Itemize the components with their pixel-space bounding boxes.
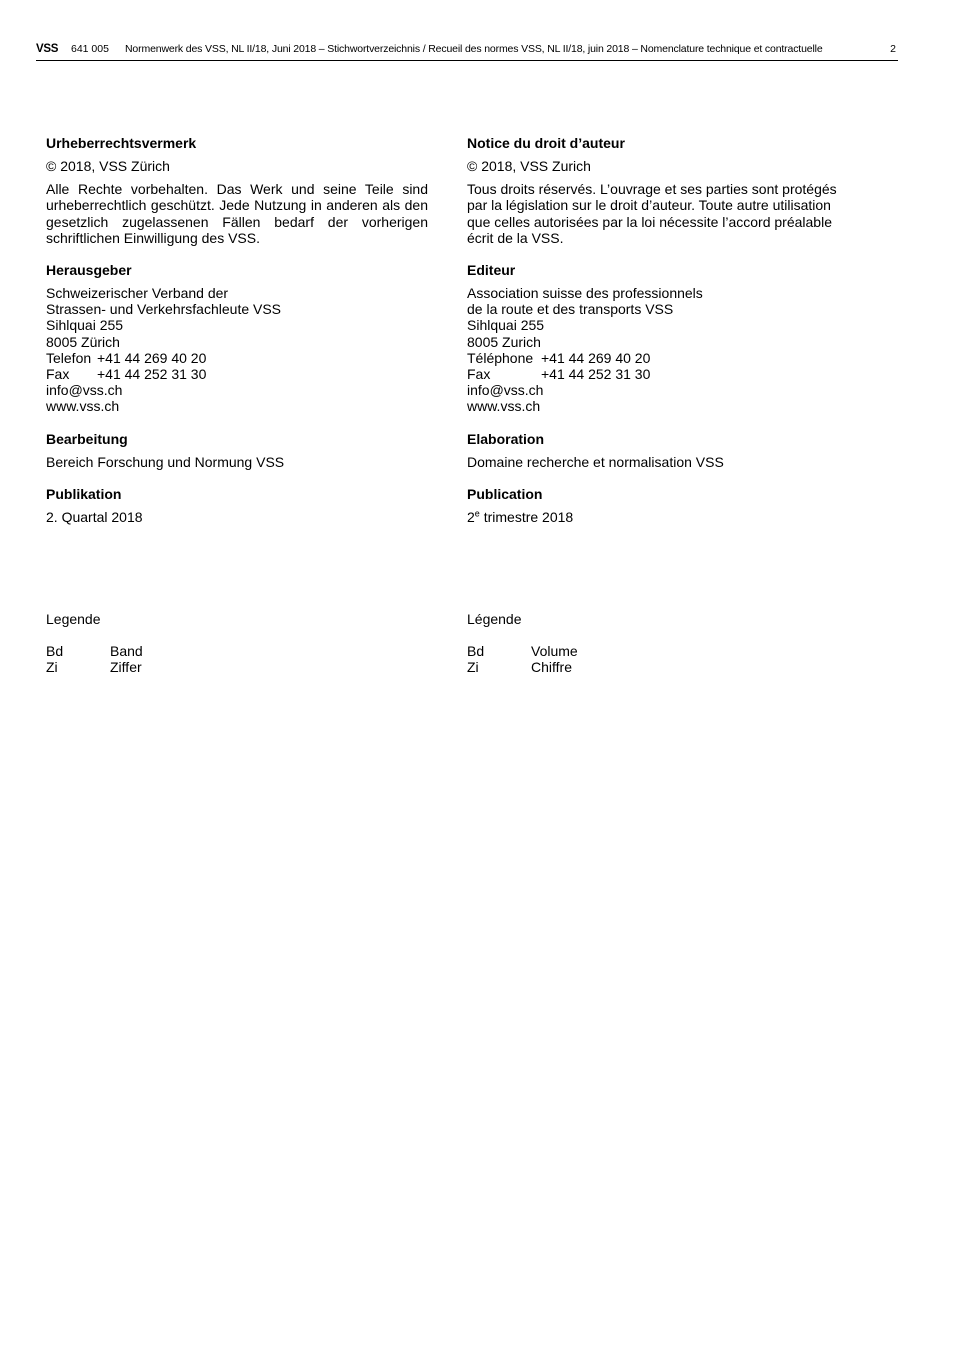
legend-item [467,659,849,675]
legend-item [46,643,428,659]
legend-abbr: Bd [467,643,485,659]
publication-heading: Publikation [46,485,122,502]
german-legend [46,611,428,675]
copyright-line: © 2018, VSS Zurich [467,158,591,174]
running-header [36,42,898,61]
french-column [467,135,849,525]
publisher-website: www.vss.ch [467,398,541,415]
copyright-heading: Urheberrechtsvermerk [46,135,197,151]
legend-meaning: Band [110,643,143,659]
phone-number: +41 44 269 40 20 [541,349,651,366]
french-legend [467,611,849,675]
legend-abbr: Zi [467,659,479,676]
page-number: 2 [890,43,896,55]
header-title: Normenwerk des VSS, NL II/18, Juni 2018 – Stichwortverzeichnis / Recueil des normes VSS, NL II/18, juin 2018 – Nomenclature technique et contractuelle [125,43,823,55]
publisher-fax-row [467,366,849,382]
publication-ordinal-suffix: e [474,508,480,519]
publisher-phone-row [467,350,849,366]
publisher-city: 8005 Zurich [467,333,541,350]
publisher-name-line-2: Strassen- und Verkehrsfachleute VSS [46,301,282,318]
publisher-email: info@vss.ch [46,382,123,399]
fax-number: +41 44 252 31 30 [541,366,651,383]
fax-label: Fax [467,366,491,383]
publication-text: 2. Quartal 2018 [46,508,143,525]
editing-text: Domaine recherche et normalisation VSS [467,453,724,470]
publisher-fax-row [46,366,428,382]
document-code: 641 005 [71,43,109,55]
publication-heading: Publication [467,485,543,502]
publisher-address [467,285,849,415]
fax-number: +41 44 252 31 30 [97,366,207,383]
publication-ordinal: 2 [467,508,475,525]
publisher-street: Sihlquai 255 [467,317,545,334]
legend-abbr: Zi [46,659,58,676]
legend-item [467,643,849,659]
publication-text [467,509,849,525]
legend-title: Legende [46,611,101,627]
phone-number: +41 44 269 40 20 [97,349,207,366]
vss-logo: VSS [36,43,59,55]
editing-heading: Elaboration [467,430,545,447]
publisher-street: Sihlquai 255 [46,317,124,334]
legend-meaning: Ziffer [110,659,142,676]
fax-label: Fax [46,366,70,383]
german-column [46,135,428,525]
copyright-text: Alle Rechte vorbehalten. Das Werk und seine Teile sind urheberrechtlich geschützt. Jede Nutzung in anderen als den gesetzlich zugelassenen Fällen bedarf der vorherigen schriftlichen Einwilligung des VSS. [46,181,428,246]
editing-heading: Bearbeitung [46,430,128,447]
publisher-website: www.vss.ch [46,398,120,415]
legend-meaning: Volume [531,643,578,659]
copyright-text: Tous droits réservés. L’ouvrage et ses parties sont protégés par la législation sur le droit d’auteur. Toute autre utilisation que celles autorisées par la loi nécessite l’accord préalable écrit de la VSS. [467,181,837,246]
publisher-name-line-1: Schweizerischer Verband der [46,285,229,302]
publisher-heading: Editeur [467,262,516,279]
publication-period: trimestre 2018 [479,508,574,525]
publisher-name-line-1: Association suisse des professionnels [467,285,703,302]
publisher-address [46,285,428,415]
editing-text: Bereich Forschung und Normung VSS [46,453,285,470]
copyright-heading: Notice du droit d’auteur [467,135,625,151]
legend-item [46,659,428,675]
publisher-heading: Herausgeber [46,262,132,279]
phone-label: Téléphone [467,349,534,366]
publisher-city: 8005 Zürich [46,333,120,350]
legend-abbr: Bd [46,643,64,659]
publisher-name-line-2: de la route et des transports VSS [467,301,674,318]
legend-title: Légende [467,611,522,627]
legend-meaning: Chiffre [531,659,572,676]
publisher-phone-row [46,350,428,366]
publisher-email: info@vss.ch [467,382,544,399]
copyright-line: © 2018, VSS Zürich [46,158,170,174]
phone-label: Telefon [46,349,92,366]
